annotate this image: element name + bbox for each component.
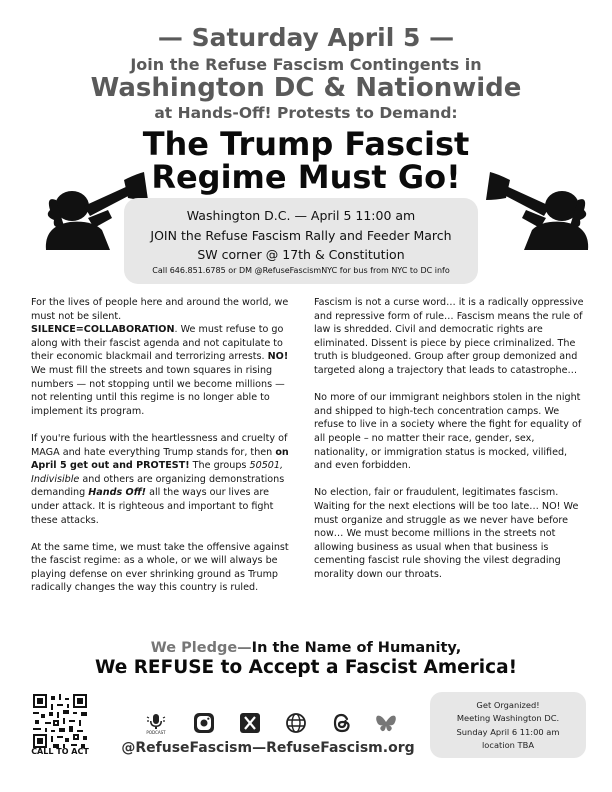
event-rally: JOIN the Refuse Fascism Rally and Feeder March bbox=[150, 228, 452, 243]
paragraph: At the same time, we must take the offensive against the fascist regime: as a whole, or we will always be playing defense on ever shrinking ground as Trump radically changes the way this country is ruled. bbox=[31, 541, 289, 594]
org-date: Sunday April 6 11:00 am bbox=[456, 727, 560, 737]
paragraph-text: For the lives of people here and around the world, we must not be silent. bbox=[31, 297, 289, 322]
event-bus-info: Call 646.851.6785 or DM @RefuseFascismNYC for bus from NYC to DC info bbox=[152, 266, 450, 275]
paragraph-text: . We must refuse to go along with their fascist agenda and not capitulate to their economic blackmail and terrorizing arrests. bbox=[31, 324, 284, 363]
social-handle[interactable]: @RefuseFascism—RefuseFascism.org bbox=[121, 740, 415, 756]
refuse-slogan: We REFUSE to Accept a Fascist America! bbox=[94, 657, 518, 678]
globe-icon[interactable] bbox=[284, 711, 308, 735]
threads-icon[interactable] bbox=[330, 711, 354, 735]
paragraph bbox=[31, 432, 297, 527]
paragraph-text: all the ways our lives are under attack. It is righteous and important to fight these attacks. bbox=[31, 487, 274, 526]
event-location: SW corner @ 17th & Constitution bbox=[197, 247, 405, 262]
emphasis-text: SILENCE=COLLABORATION bbox=[31, 324, 175, 336]
bluesky-icon[interactable] bbox=[374, 711, 398, 735]
instagram-icon[interactable] bbox=[192, 711, 216, 735]
paragraph: Fascism is not a curse word… it is a radically oppressive and repressive form of rule… Fascism means the rule of law is shredded. Civil and democratic rights are eliminated. Dissent is piece by piece criminalized. The truth is bludgeoned. Group after group demonized and targeted along a trajectory that leads to catastrophe… bbox=[314, 297, 584, 376]
paragraph bbox=[31, 296, 297, 418]
x-icon[interactable] bbox=[238, 711, 262, 735]
body-left-column bbox=[31, 296, 297, 609]
podcast-icon[interactable] bbox=[144, 711, 168, 735]
location-heading: Washington DC & Nationwide bbox=[90, 73, 522, 103]
join-heading: Join the Refuse Fascism Contingents in bbox=[130, 55, 482, 74]
body-right-column bbox=[314, 296, 586, 595]
paragraph: No election, fair or fraudulent, legitimates fascism. Waiting for the next elections will be too late… NO! We must organize and struggle as we never have before now… We must become millions in the streets not allowing business as usual when that business is cementing fascist rule shoving the vilest degrading morality down our throats. bbox=[314, 487, 579, 580]
paragraph-text: and others are organizing demonstrations demanding bbox=[31, 473, 285, 499]
emphasis-text: NO! bbox=[267, 351, 289, 363]
paragraph-text: If you're furious with the heartlessness and cruelty of MAGA and hate everything Trump stands for, then bbox=[31, 432, 288, 458]
pledge-humanity: In the Name of Humanity, bbox=[251, 640, 462, 656]
pledge-line bbox=[0, 640, 612, 656]
paragraph-text: We must fill the streets and town squares in rising numbers — not stopping until we become millions — not relenting until this regime is no longer able to implement its program. bbox=[31, 364, 285, 417]
org-location: location TBA bbox=[482, 740, 534, 750]
qr-code-icon[interactable] bbox=[33, 694, 87, 748]
emphasis-text: Hands Off! bbox=[88, 487, 147, 499]
group-names: 50501, Indivisible bbox=[31, 460, 284, 485]
podcast-label: PODCAST bbox=[146, 730, 166, 735]
pledge-lead: We Pledge— bbox=[150, 640, 252, 656]
event-date-time: Washington D.C. — April 5 11:00 am bbox=[186, 208, 416, 223]
qr-label: CALL TO ACT bbox=[31, 747, 89, 756]
main-title-line1: The Trump Fascist bbox=[142, 125, 470, 163]
main-title-line2: Regime Must Go! bbox=[151, 158, 461, 196]
protest-heading: at Hands-Off! Protests to Demand: bbox=[154, 104, 458, 122]
org-title: Get Organized! bbox=[476, 700, 540, 710]
event-info-box bbox=[124, 198, 478, 284]
paragraph: No more of our immigrant neighbors stolen in the night and shipped to high-tech concentration camps. We refuse to live in a society where the fight for equality of all people – no matter their race, gender, sex, nationality, or immigration status is mocked, vilified, and even forbidden. bbox=[314, 392, 582, 472]
get-organized-box bbox=[430, 692, 586, 758]
org-meeting: Meeting Washington DC. bbox=[456, 713, 560, 723]
paragraph-text: The groups bbox=[189, 460, 250, 472]
emphasis-text: on April 5 get out and PROTEST! bbox=[31, 446, 289, 472]
date-heading: — Saturday April 5 — bbox=[157, 23, 455, 52]
bugler-silhouette-right bbox=[472, 170, 594, 250]
